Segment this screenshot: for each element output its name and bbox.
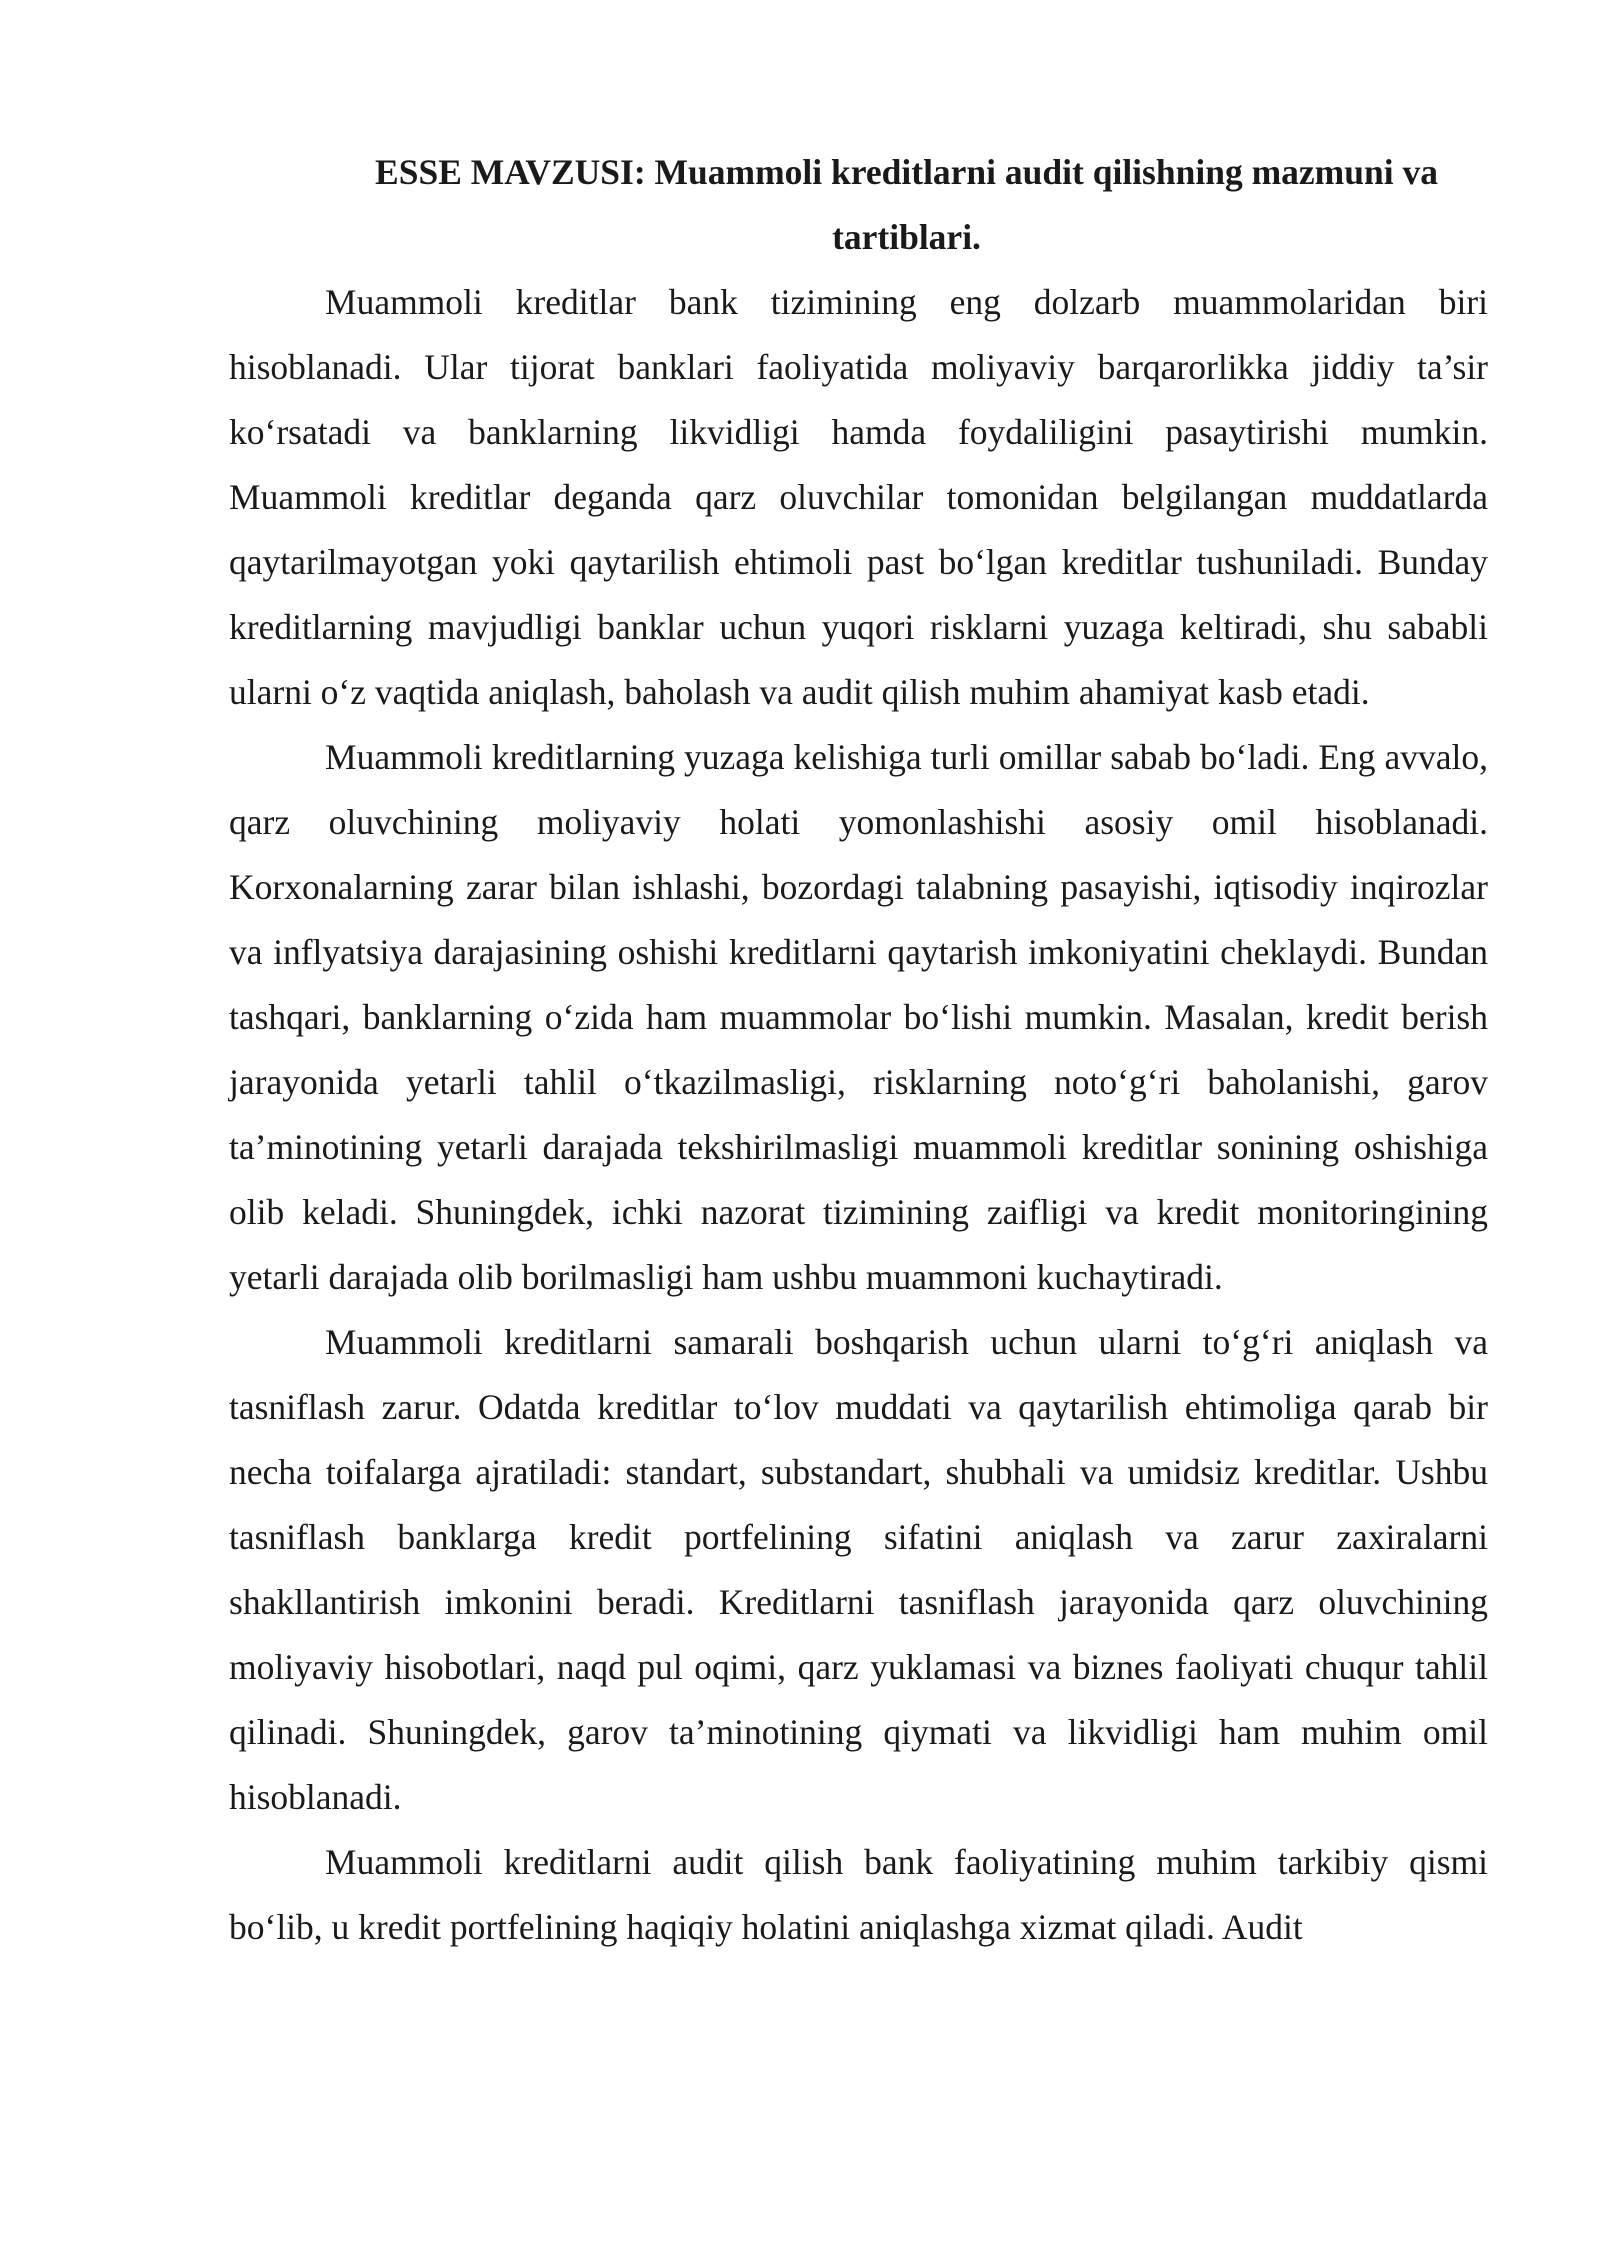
paragraph-1: Muammoli kreditlar bank tizimining eng dolzarb muammolaridan biri hisoblanadi. Ular tijorat banklari faoliyatida moliyaviy barqarorlikka jiddiy ta’sir ko‘rsatadi va banklarning likvidligi hamda foydaliligini pasaytirishi mumkin. Muammoli kreditlar deganda qarz oluvchilar tomonidan belgilangan muddatlarda qaytarilmayotgan yoki qaytarilish ehtimoli past bo‘lgan kreditlar tushuniladi. Bunday kreditlarning mavjudligi banklar uchun yuqori risklarni yuzaga keltiradi, shu sababli ularni o‘z vaqtida aniqlash, baholash va audit qilish muhim ahamiyat kasb etadi.	[229, 282, 1488, 712]
document-body	[229, 140, 1488, 1960]
paragraph-4: Muammoli kreditlarni audit qilish bank faoliyatining muhim tarkibiy qismi bo‘lib, u kredit portfelining haqiqiy holatini aniqlashga xizmat qiladi. Audit	[229, 1842, 1488, 1947]
paragraph-3: Muammoli kreditlarni samarali boshqarish uchun ularni to‘g‘ri aniqlash va tasniflash zarur. Odatda kreditlar to‘lov muddati va qaytarilish ehtimoliga qarab bir necha toifalarga ajratiladi: standart, substandart, shubhali va umidsiz kreditlar. Ushbu tasniflash banklarga kredit portfelining sifatini aniqlash va zarur zaxiralarni shakllantirish imkonini beradi. Kreditlarni tasniflash jarayonida qarz oluvchining moliyaviy hisobotlari, naqd pul oqimi, qarz yuklamasi va biznes faoliyati chuqur tahlil qilinadi. Shuningdek, garov ta’minotining qiymati va likvidligi ham muhim omil hisoblanadi.	[229, 1322, 1488, 1817]
essay-title: ESSE MAVZUSI: Muammoli kreditlarni audit qilishning mazmuni va tartiblari.	[375, 152, 1438, 257]
paragraph-2: Muammoli kreditlarning yuzaga kelishiga turli omillar sabab bo‘ladi. Eng avvalo, qarz oluvchining moliyaviy holati yomonlashishi asosiy omil hisoblanadi. Korxonalarning zarar bilan ishlashi, bozordagi talabning pasayishi, iqtisodiy inqirozlar va inflyatsiya darajasining oshishi kreditlarni qaytarish imkoniyatini cheklaydi. Bundan tashqari, banklarning o‘zida ham muammolar bo‘lishi mumkin. Masalan, kredit berish jarayonida yetarli tahlil o‘tkazilmasligi, risklarning noto‘g‘ri baholanishi, garov ta’minotining yetarli darajada tekshirilmasligi muammoli kreditlar sonining oshishiga olib keladi. Shuningdek, ichki nazorat tizimining zaifligi va kredit monitoringining yetarli darajada olib borilmasligi ham ushbu muammoni kuchaytiradi.	[229, 737, 1488, 1297]
